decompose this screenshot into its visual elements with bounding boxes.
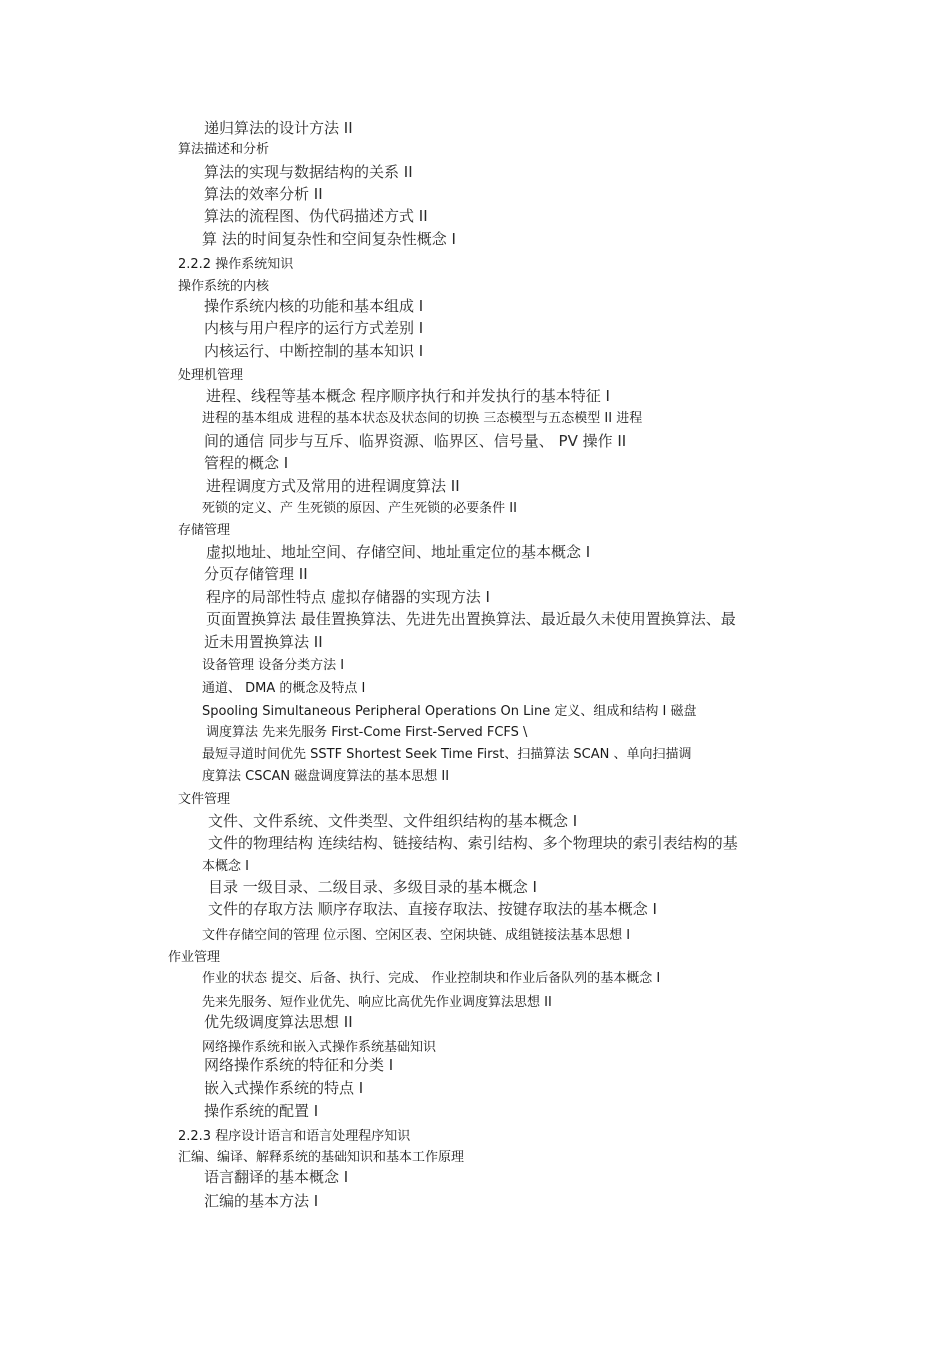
text-line: 进程调度方式及常用的进程调度算法 II — [206, 477, 460, 495]
text-line: 内核运行、中断控制的基本知识 I — [204, 342, 424, 360]
text-line: 文件存储空间的管理 位示图、空闲区表、空闲块链、成组链接法基本思想 I — [202, 928, 631, 943]
text-line: 程序的局部性特点 虚拟存储器的实现方法 I — [206, 588, 490, 606]
text-line: 死锁的定义、产 生死锁的原因、产生死锁的必要条件 II — [202, 501, 517, 516]
text-line: 算法的流程图、伪代码描述方式 II — [204, 207, 428, 225]
heading-network-embedded-os: 网络操作系统和嵌入式操作系统基础知识 — [202, 1040, 437, 1055]
text-line: 算法的效率分析 II — [204, 185, 323, 203]
heading-storage-management: 存储管理 — [178, 523, 231, 538]
text-line: 进程、线程等基本概念 程序顺序执行和并发执行的基本特征 I — [206, 387, 610, 405]
text-line: 算法的实现与数据结构的关系 II — [204, 163, 413, 181]
text-line: 文件的存取方法 顺序存取法、直接存取法、按键存取法的基本概念 I — [208, 900, 657, 918]
text-line: 分页存储管理 II — [204, 565, 308, 583]
heading-compile-interpret: 汇编、编译、解释系统的基础知识和基本工作原理 — [178, 1150, 465, 1165]
text-line: 优先级调度算法思想 II — [204, 1013, 353, 1031]
text-line: 内核与用户程序的运行方式差别 I — [204, 319, 424, 337]
text-line: 目录 一级目录、二级目录、多级目录的基本概念 I — [208, 878, 537, 896]
text-line: 页面置换算法 最佳置换算法、先进先出置换算法、最近最久未使用置换算法、最 — [206, 610, 736, 628]
text-line: 虚拟地址、地址空间、存储空间、地址重定位的基本概念 I — [206, 543, 591, 561]
text-line: 操作系统的配置 I — [204, 1102, 319, 1120]
text-line: 进程的基本组成 进程的基本状态及状态间的切换 三态模型与五态模型 II 进程 — [202, 411, 643, 426]
text-line: 本概念 I — [202, 859, 249, 874]
text-line: 递归算法的设计方法 II — [204, 119, 353, 137]
text-line: 嵌入式操作系统的特点 I — [204, 1079, 364, 1097]
text-line: 近未用置换算法 II — [204, 633, 323, 651]
text-line: 文件的物理结构 连续结构、链接结构、索引结构、多个物理块的索引表结构的基 — [208, 834, 738, 852]
heading-os-kernel: 操作系统的内核 — [178, 279, 270, 294]
text-line: 网络操作系统的特征和分类 I — [204, 1056, 394, 1074]
text-line: 汇编的基本方法 I — [204, 1192, 319, 1210]
section-heading-2-2-2: 2.2.2 操作系统知识 — [178, 257, 294, 272]
text-line: 先来先服务、短作业优先、响应比高优先作业调度算法思想 II — [202, 995, 552, 1010]
text-line: 度算法 CSCAN 磁盘调度算法的基本思想 II — [202, 769, 450, 784]
text-line: 文件、文件系统、文件类型、文件组织结构的基本概念 I — [208, 812, 578, 830]
heading-job-management: 作业管理 — [168, 950, 221, 965]
text-line: 设备管理 设备分类方法 I — [202, 658, 345, 673]
section-heading-2-2-3: 2.2.3 程序设计语言和语言处理程序知识 — [178, 1129, 411, 1144]
heading-processor-management: 处理机管理 — [178, 368, 244, 383]
text-line: Spooling Simultaneous Peripheral Operations On Line 定义、组成和结构 I 磁盘 — [202, 704, 697, 719]
text-line: 调度算法 先来先服务 First-Come First-Served FCFS \ — [206, 725, 528, 740]
text-line: 作业的状态 提交、后备、执行、完成、 作业控制块和作业后备队列的基本概念 I — [202, 971, 661, 986]
text-line: 操作系统内核的功能和基本组成 I — [204, 297, 424, 315]
text-line: 管程的概念 I — [204, 454, 289, 472]
text-line: 通道、 DMA 的概念及特点 I — [202, 681, 366, 696]
text-line: 语言翻译的基本概念 I — [204, 1168, 349, 1186]
text-line: 间的通信 同步与互斥、临界资源、临界区、信号量、 PV 操作 II — [204, 432, 627, 450]
text-line: 最短寻道时间优先 SSTF Shortest Seek Time First、扫描算法 SCAN 、单向扫描调 — [202, 747, 692, 762]
heading-algorithm-description: 算法描述和分析 — [178, 142, 270, 157]
text-line: 算 法的时间复杂性和空间复杂性概念 I — [202, 230, 456, 248]
heading-file-management: 文件管理 — [178, 792, 231, 807]
